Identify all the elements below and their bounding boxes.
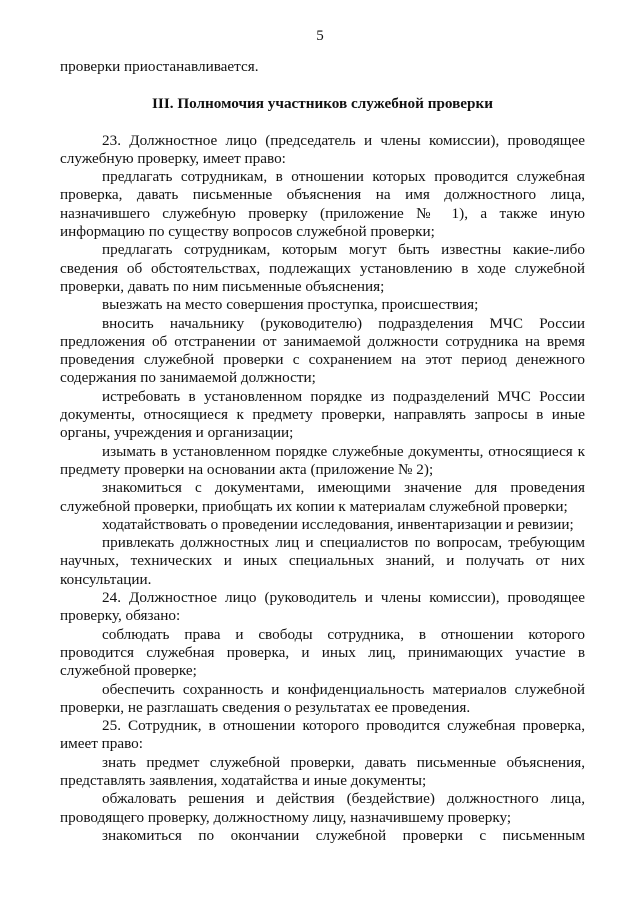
paragraph-item: знакомиться с документами, имеющими значение для проведения служебной проверки, приобщать их копии к материалам служебной проверки; [60, 479, 585, 515]
page-number: 5 [316, 28, 324, 44]
continuation-text: проверки приостанавливается. [60, 58, 259, 75]
paragraph-item: ходатайствовать о проведении исследования, инвентаризации и ревизии; [102, 515, 574, 533]
document-body [60, 58, 585, 845]
paragraph-23: 23. Должностное лицо (председатель и члены комиссии), проводящее служебную проверку, имеет право: [60, 131, 585, 167]
paragraph-item: предлагать сотрудникам, в отношении которых проводится служебная проверка, давать письменные объяснения на имя должностного лица, назначившего служебную проверку (приложение № 1), а также иную информацию по существу вопросов служебной проверки; [60, 168, 585, 241]
paragraph-item: предлагать сотрудникам, которым могут быть известны какие-либо сведения об обстоятельствах, подлежащих установлению в ходе служебной проверки, давать по ним письменные объяснения; [60, 241, 585, 295]
paragraph-item: привлекать должностных лиц и специалистов по вопросам, требующим научных, технических и иных специальных знаний, и получать от них консультации. [60, 534, 585, 588]
section-title: III. Полномочия участников служебной проверки [152, 95, 493, 113]
paragraph-item: обеспечить сохранность и конфиденциальность материалов служебной проверки, не разглашать сведения о результатах ее проведения. [60, 680, 585, 716]
paragraph-item: выезжать на место совершения проступка, происшествия; [102, 296, 479, 314]
paragraph-item: соблюдать права и свободы сотрудника, в отношении которого проводится служебная проверка, и иных лиц, принимающих участие в служебной проверке; [60, 625, 585, 680]
paragraph-item: изымать в установленном порядке служебные документы, относящиеся к предмету проверки на основании акта (приложение № 2); [60, 442, 585, 478]
paragraph-item: истребовать в установленном порядке из подразделений МЧС России документы, относящиеся к предмету проверки, направлять запросы в иные органы, учреждения и организации; [60, 387, 585, 442]
paragraph-item: обжаловать решения и действия (бездействие) должностного лица, проводящего проверку, должностному лицу, назначившему проверку; [60, 790, 585, 826]
paragraph-item-last: знакомиться по окончании служебной проверки с письменным [102, 826, 585, 844]
paragraph-25: 25. Сотрудник, в отношении которого проводится служебная проверка, имеет право: [60, 717, 585, 753]
paragraph-24: 24. Должностное лицо (руководитель и члены комиссии), проводящее проверку, обязано: [60, 589, 585, 625]
paragraph-item: вносить начальнику (руководителю) подразделения МЧС России предложения об отстранении от занимаемой должности сотрудника на время проведения служебной проверки с сохранением на этот период денежного содержания по занимаемой должности; [60, 314, 585, 387]
paragraph-item: знать предмет служебной проверки, давать письменные объяснения, представлять заявления, ходатайства и иные документы; [60, 753, 585, 789]
